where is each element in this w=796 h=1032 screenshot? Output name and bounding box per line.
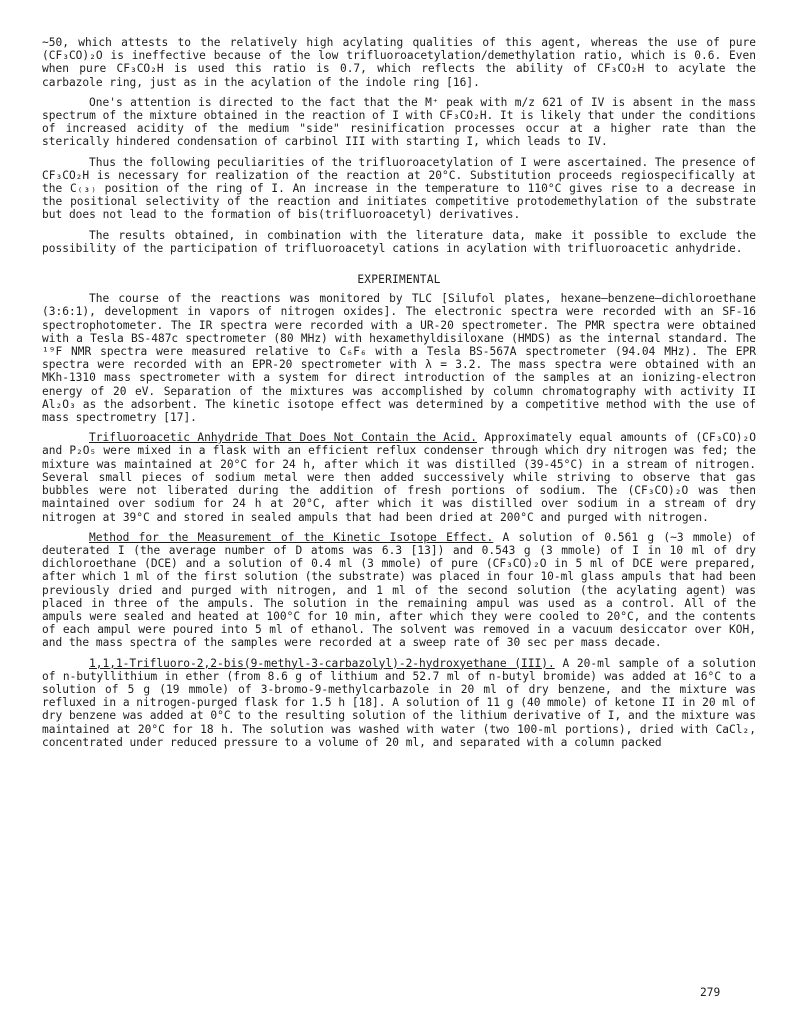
paragraph-mass-spectrum: One's attention is directed to the fact that the M⁺ peak with m/z 621 of IV is absent in the mass spectrum of the mixture obtained in the reaction of I with CF₃CO₂H. It is likely that under the conditions of increased acidity of the medium "side" resinification processes occur at a higher rate than the sterically hindered condensation of carbinol III with starting I, which leads to IV. <box>42 95 756 149</box>
section-anhydride <box>42 431 756 523</box>
paragraph-conclusion: The results obtained, in combination with the literature data, make it possible to exclude the possibility of the participation of trifluoroacetyl cations in acylation with trifluoroacetic anhydride. <box>42 228 756 255</box>
page-number: 279 <box>700 986 721 999</box>
paragraph-continuation: ~50, which attests to the relatively high acylating qualities of this agent, whereas the use of pure (CF₃CO)₂O is ineffective because of the low trifluoroacetylation/demethylation ratio, which is 0.6. Even when pure CF₃CO₂H is used this ratio is 0.7, which reflects the ability of CF₃CO₂H to acylate the carbazole ring, just as in the acylation of the indole ring [16]. <box>42 36 756 89</box>
paragraph-peculiarities: Thus the following peculiarities of the trifluoroacetylation of I were ascertained. The presence of CF₃CO₂H is necessary for realization of the reaction at 20°C. Substitution proceeds regiospecifically at the C₍₃₎ position of the ring of I. An increase in the temperature to 110°C gives rise to a decrease in the positional selectivity of the reaction and initiates competitive protodemethylation of the substrate but does not lead to the formation of bis(trifluoroacetyl) derivatives. <box>42 155 756 222</box>
section-title-isotope-effect: Method for the Measurement of the Kinetic Isotope Effect. <box>89 530 494 544</box>
page-body <box>42 36 756 756</box>
section-isotope-effect <box>42 531 756 650</box>
section-title-compound-iii: 1,1,1-Trifluoro-2,2-bis(9-methyl-3-carbazolyl)-2-hydroxyethane (III). <box>89 656 555 670</box>
section-body-anhydride: Approximately equal amounts of (CF₃CO)₂O and P₂O₅ were mixed in a flask with an efficient reflux condenser through which dry nitrogen was fed; the mixture was maintained at 20°C for 24 h, after which it was distilled (39-45°C) in a stream of nitrogen. Several small pieces of sodium metal were then added successively while striving to observe that gas bubbles were not liberated during the addition of fresh portions of sodium. The (CF₃CO)₂O was then maintained over sodium for 24 h at 20°C, after which it was distilled over sodium in a stream of dry nitrogen at 39°C and stored in sealed ampuls that had been dried at 200°C and purged with nitrogen. <box>42 431 757 524</box>
section-body-isotope-effect: A solution of 0.561 g (~3 mmole) of deuterated I (the average number of D atoms was 6.3 [13]) and 0.543 g (3 mmole) of I in 10 ml of dry dichloroethane (DCE) and a solution of 0.4 ml (3 mmole) of pure (CF₃CO)₂O in 5 ml of DCE were prepared, after which 1 ml of the first solution (the substrate) was placed in four 10-ml glass ampuls that had been previously dried and purged with nitrogen, and 1 ml of the second solution (the acylating agent) was placed in three of the ampuls. The solution in the remaining ampul was used as a control. All of the ampuls were sealed and heated at 100°C for 10 min, after which they were cooled to 20°C, and the contents of each ampul were poured into 5 ml of ethanol. The solvent was removed in a vacuum desiccator over KOH, and the mass spectra of the samples were recorded at a sweep rate of 30 sec per mass decade. <box>42 530 756 650</box>
section-heading-experimental: EXPERIMENTAL <box>357 273 441 287</box>
section-title-anhydride: Trifluoroacetic Anhydride That Does Not Contain the Acid. <box>89 431 477 445</box>
section-compound-iii <box>42 657 756 749</box>
paragraph-experimental-intro: The course of the reactions was monitored by TLC [Silufol plates, hexane—benzene—dichloroethane (3:6:1), development in vapors of nitrogen oxides]. The electronic spectra were recorded with an SF-16 spectrophotometer. The IR spectra were recorded with a UR-20 spectrometer. The PMR spectra were obtained with a Tesla BS-487c spectrometer (80 MHz) with hexamethyldisiloxane (HMDS) as the internal standard. The ¹⁹F NMR spectra were measured relative to C₆F₆ with a Tesla BS-567A spectrometer (94.04 MHz). The EPR spectra were recorded with an EPR-20 spectrometer with λ = 3.2. The mass spectra were obtained with an MKh-1310 mass spectrometer with a system for direct introduction of the samples at an ionizing-electron energy of 20 eV. Separation of the mixtures was accomplished by column chromatography with activity II Al₂O₃ as the adsorbent. The kinetic isotope effect was determined by a competitive method with the use of mass spectrometry [17]. <box>42 292 756 425</box>
section-body-compound-iii: A 20-ml sample of a solution of n-butyllithium in ether (from 8.6 g of lithium and 52.7 ml of n-butyl bromide) was added at 16°C to a solution of 5 g (19 mmole) of 3-bromo-9-methylcarbazole in 20 ml of dry benzene, and the mixture was refluxed in a nitrogen-purged flask for 1.5 h [18]. A solution of 11 g (40 mmole) of ketone II in 20 ml of dry benzene was added at 0°C to the resulting solution of the lithium derivative of I, and the mixture was maintained at 20°C for 18 h. The solution was washed with water (two 100-ml portions), dried with CaCl₂, concentrated under reduced pressure to a volume of 20 ml, and separated with a column packed <box>42 656 757 749</box>
